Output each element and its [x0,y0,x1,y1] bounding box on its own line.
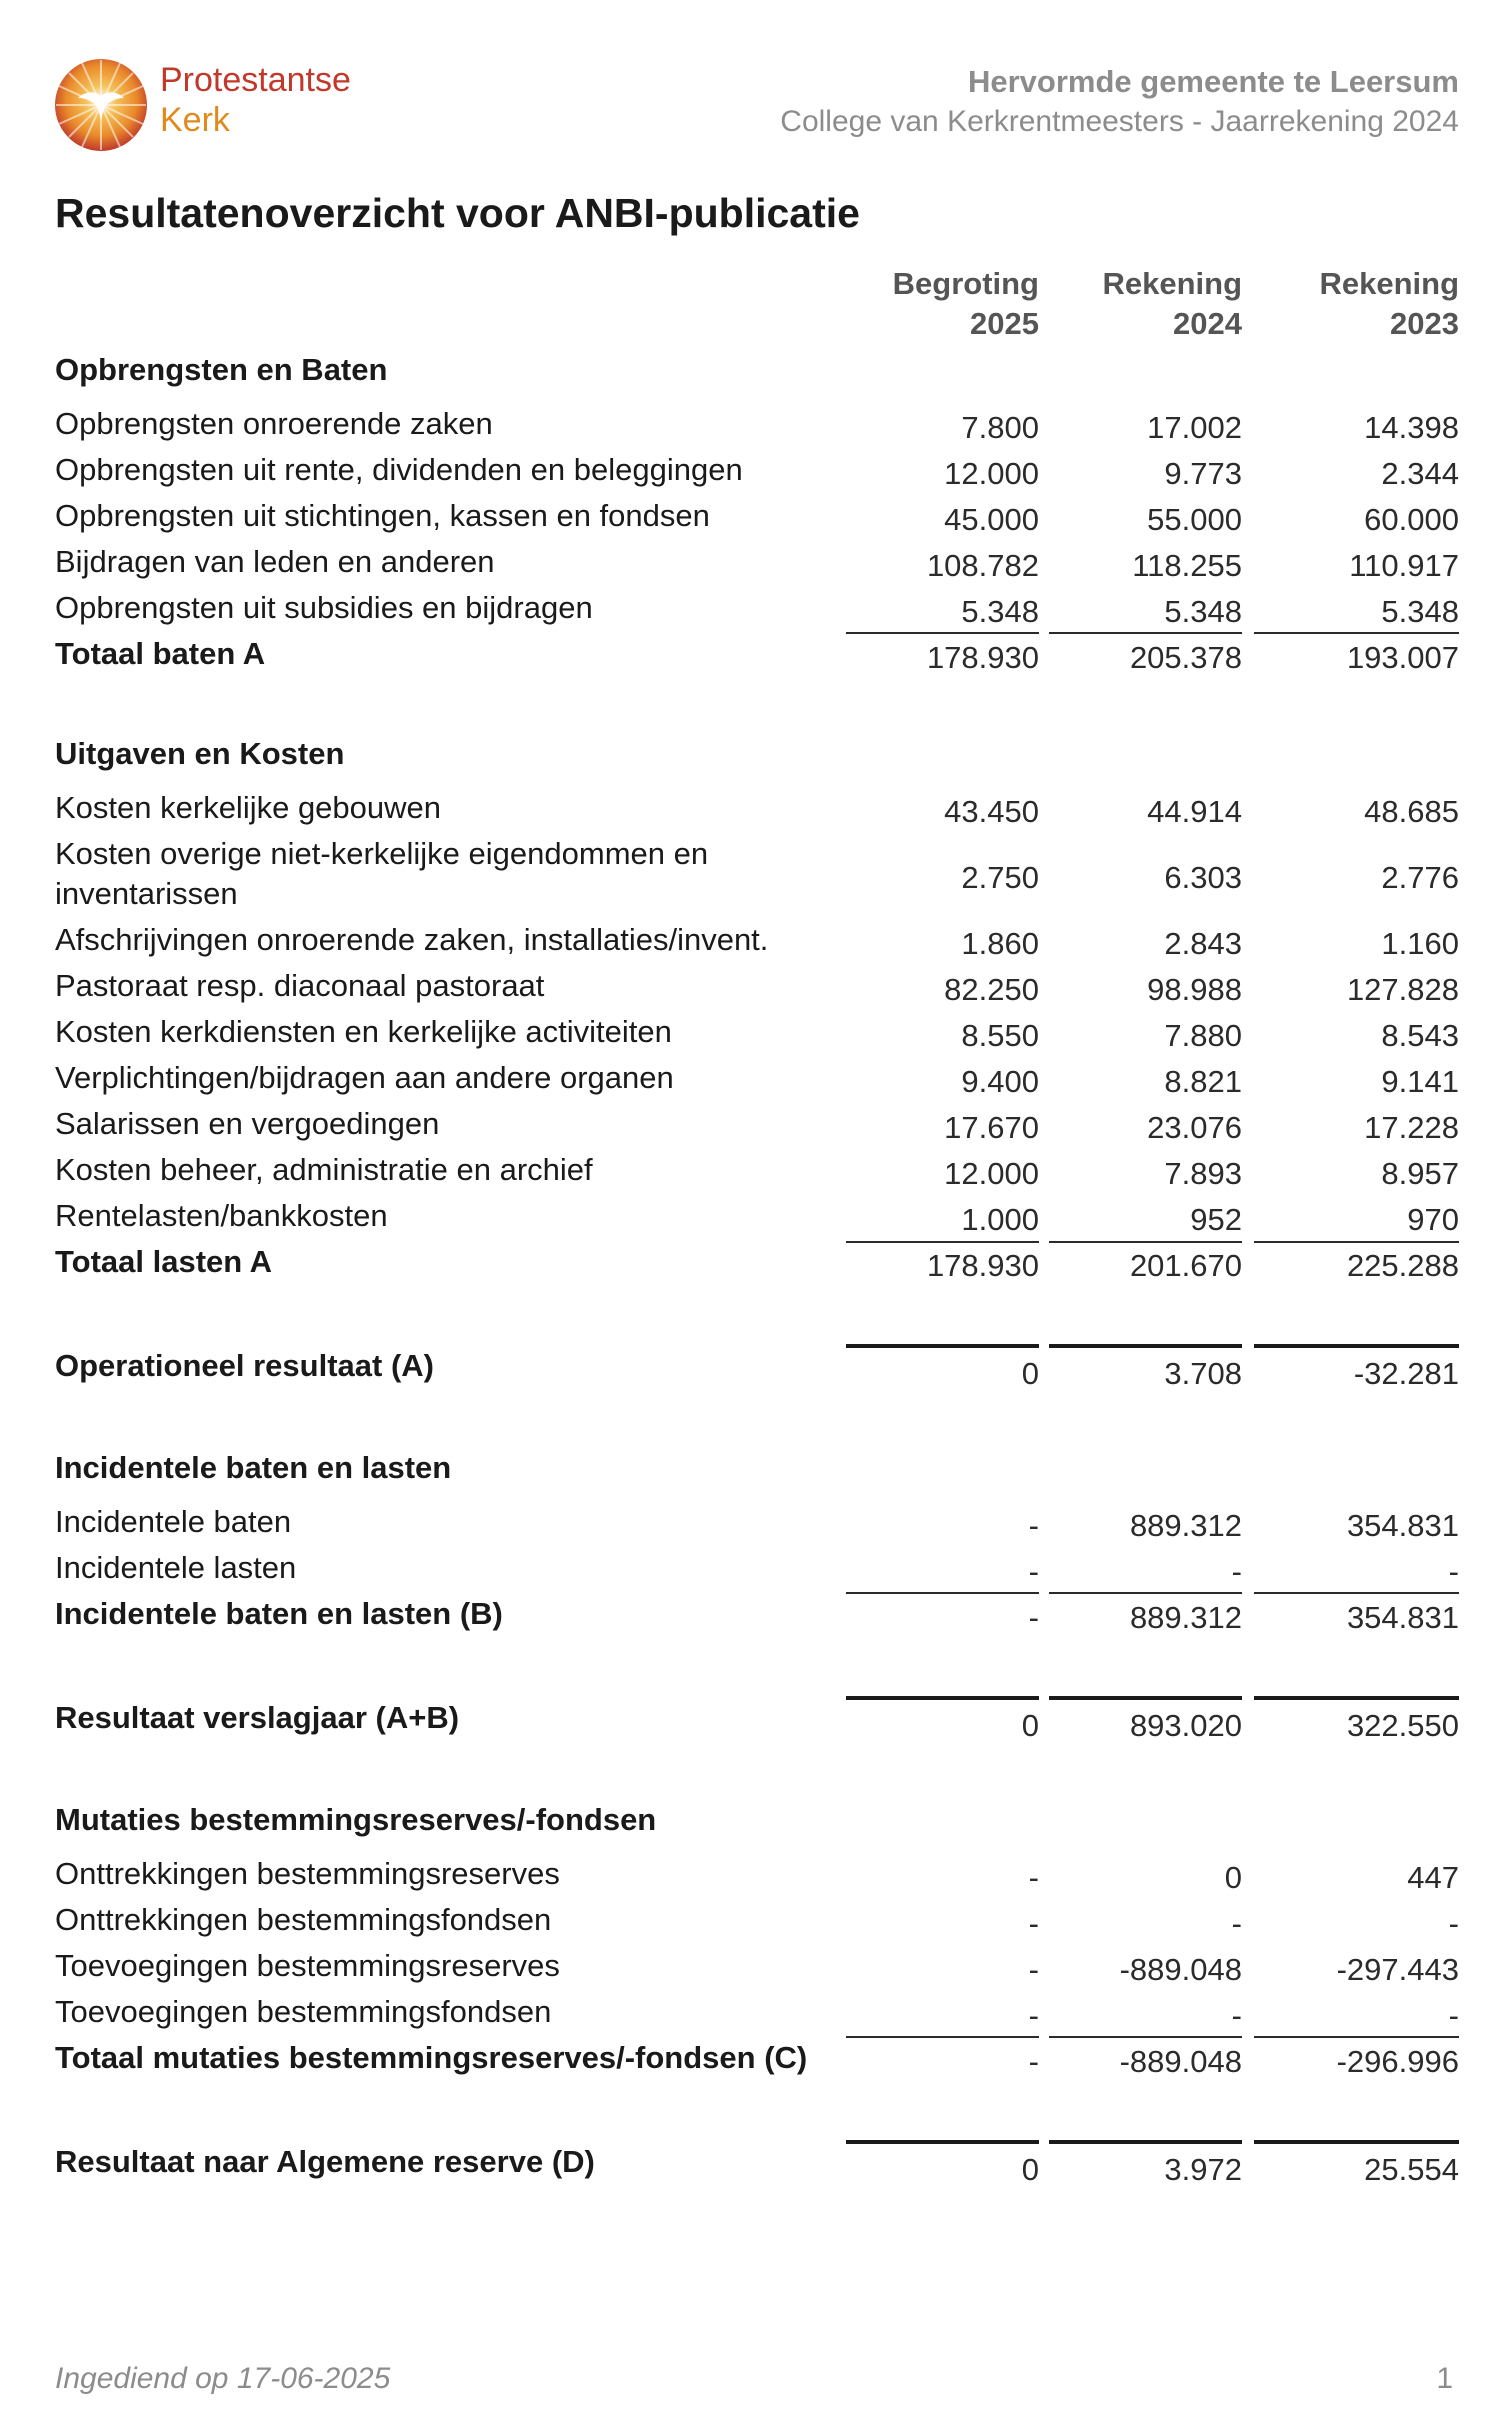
row-label: Opbrengsten uit rente, dividenden en beleggingen [55,452,743,487]
value-begroting-2025: - [1028,1952,1039,1987]
value-rekening-2024: -889.048 [1119,1952,1242,1987]
value-rekening-2024: 8.821 [1164,1064,1242,1099]
value-begroting-2025: 1.000 [961,1202,1039,1237]
value-rekening-2024: 7.893 [1164,1156,1242,1191]
value-rekening-2023: 8.543 [1381,1018,1459,1053]
document-subtitle: College van Kerkrentmeesters - Jaarrekening 2024 [780,105,1459,138]
value-rekening-2023: 2.776 [1381,860,1459,895]
value-rekening-2023: 193.007 [1346,640,1459,675]
value-rekening-2023: - [1448,1554,1459,1589]
value-rekening-2023: -296.996 [1336,2044,1459,2079]
value-rekening-2023: 8.957 [1381,1156,1459,1191]
value-begroting-2025: - [1028,1998,1039,2033]
row-label: Resultaat naar Algemene reserve (D) [55,2144,595,2179]
column-header-begroting-2025 [893,264,1039,344]
value-rekening-2024: 55.000 [1147,502,1242,537]
subtotal-rule [846,2036,1039,2038]
value-begroting-2025: - [1028,1860,1039,1895]
column-header-line: Begroting [892,266,1039,301]
value-begroting-2025: 43.450 [944,794,1039,829]
value-rekening-2023: 225.288 [1346,1248,1459,1283]
value-rekening-2024: 5.348 [1164,594,1242,629]
value-rekening-2024: 17.002 [1147,410,1242,445]
subtotal-rule [1049,1592,1242,1594]
row-label: Onttrekkingen bestemmingsfondsen [55,1902,552,1937]
value-rekening-2024: - [1231,1906,1242,1941]
value-rekening-2023: 14.398 [1364,410,1459,445]
value-rekening-2024: -889.048 [1119,2044,1242,2079]
value-rekening-2024: 98.988 [1147,972,1242,1007]
row-label: Totaal baten A [55,636,266,671]
result-rule [846,2140,1039,2144]
logo-line-2: Kerk [160,101,230,139]
subtotal-rule [1254,632,1459,634]
section-label: Uitgaven en Kosten [55,736,345,771]
value-rekening-2024: 6.303 [1164,860,1242,895]
logo-emblem-icon [54,58,148,152]
value-rekening-2023: -297.443 [1336,1952,1459,1987]
column-header-line: Rekening [1319,266,1459,301]
value-rekening-2024: 952 [1190,1202,1242,1237]
value-rekening-2023: 1.160 [1381,926,1459,961]
organization-name: Hervormde gemeente te Leersum [967,64,1459,99]
row-label: Opbrengsten uit subsidies en bijdragen [55,590,593,625]
value-rekening-2024: 3.708 [1164,1356,1242,1391]
row-label: Verplichtingen/bijdragen aan andere organen [55,1060,674,1095]
value-rekening-2024: - [1231,1998,1242,2033]
row-label: Afschrijvingen onroerende zaken, installaties/invent. [55,922,769,957]
section-label: Mutaties bestemmingsreserves/-fondsen [55,1802,657,1837]
subtotal-rule [1254,2036,1459,2038]
value-begroting-2025: - [1028,2044,1039,2079]
row-label: Operationeel resultaat (A) [55,1348,434,1383]
value-rekening-2024: 893.020 [1129,1708,1242,1743]
value-begroting-2025: - [1028,1600,1039,1635]
subtotal-rule [1049,1241,1242,1243]
column-header-rekening-2023 [1319,264,1459,344]
row-label: Totaal mutaties bestemmingsreserves/-fondsen (C) [55,2040,808,2075]
value-rekening-2023: 110.917 [1349,548,1459,583]
value-begroting-2025: 0 [1021,1356,1039,1391]
value-begroting-2025: 1.860 [961,926,1039,961]
row-label: Toevoegingen bestemmingsfondsen [55,1994,552,2029]
row-label: Totaal lasten A [55,1244,273,1279]
row-label: Kosten kerkelijke gebouwen [55,790,442,825]
value-rekening-2024: 44.914 [1147,794,1242,829]
value-rekening-2024: 9.773 [1164,456,1242,491]
value-begroting-2025: 12.000 [944,456,1039,491]
protestantse-kerk-logo [54,58,364,152]
value-rekening-2023: 354.831 [1346,1600,1459,1635]
value-begroting-2025: 5.348 [961,594,1039,629]
section-label: Opbrengsten en Baten [55,352,388,387]
value-rekening-2024: 3.972 [1164,2152,1242,2187]
subtotal-rule [1254,1592,1459,1594]
row-label: Toevoegingen bestemmingsreserves [55,1948,560,1983]
row-label: Resultaat verslagjaar (A+B) [55,1700,460,1735]
value-begroting-2025: 0 [1021,1708,1039,1743]
submission-date: Ingediend op 17-06-2025 [55,2362,391,2395]
value-rekening-2024: 205.378 [1129,640,1242,675]
column-header-line: Rekening [1102,266,1242,301]
value-begroting-2025: 2.750 [961,860,1039,895]
result-rule [1049,2140,1242,2144]
value-rekening-2023: 447 [1407,1860,1459,1895]
subtotal-rule [846,1241,1039,1243]
logo-wordmark [160,60,351,140]
value-rekening-2023: 17.228 [1364,1110,1459,1145]
row-label: Incidentele baten en lasten (B) [55,1596,503,1631]
value-begroting-2025: - [1028,1554,1039,1589]
value-begroting-2025: 108.782 [926,548,1039,583]
column-header-rekening-2024 [1102,264,1242,344]
row-label: Kosten overige niet-kerkelijke eigendommen en inventarissen [55,836,709,911]
row-label: Pastoraat resp. diaconaal pastoraat [55,968,545,1003]
value-begroting-2025: 82.250 [944,972,1039,1007]
logo-line-1: Protestantse [160,61,351,99]
row-label: Incidentele baten [55,1504,292,1539]
value-begroting-2025: 178.930 [926,640,1039,675]
page-title: Resultatenoverzicht voor ANBI-publicatie [55,190,860,236]
value-begroting-2025: 9.400 [961,1064,1039,1099]
value-begroting-2025: 45.000 [944,502,1039,537]
value-begroting-2025: - [1028,1508,1039,1543]
subtotal-rule [846,632,1039,634]
value-begroting-2025: 17.670 [944,1110,1039,1145]
value-rekening-2024: 118.255 [1132,548,1242,583]
result-rule [1254,2140,1459,2144]
value-rekening-2023: 5.348 [1381,594,1459,629]
row-label: Rentelasten/bankkosten [55,1198,388,1233]
result-rule [846,1344,1039,1348]
subtotal-rule [1254,1241,1459,1243]
value-rekening-2023: 25.554 [1364,2152,1459,2187]
row-label: Opbrengsten uit stichtingen, kassen en fondsen [55,498,710,533]
subtotal-rule [1049,632,1242,634]
row-label: Salarissen en vergoedingen [55,1106,440,1141]
value-rekening-2024: 889.312 [1129,1600,1242,1635]
subtotal-rule [1049,2036,1242,2038]
value-rekening-2023: 2.344 [1381,456,1459,491]
column-header-year: 2024 [1173,306,1242,341]
value-rekening-2023: 322.550 [1346,1708,1459,1743]
value-rekening-2024: 2.843 [1164,926,1242,961]
value-rekening-2023: 60.000 [1364,502,1459,537]
row-label: Kosten kerkdiensten en kerkelijke activiteiten [55,1014,672,1049]
row-label: Kosten beheer, administratie en archief [55,1152,593,1187]
value-rekening-2024: 201.670 [1129,1248,1242,1283]
value-begroting-2025: 7.800 [961,410,1039,445]
value-rekening-2024: - [1231,1554,1242,1589]
value-rekening-2024: 23.076 [1147,1110,1242,1145]
result-rule [1254,1344,1459,1348]
value-rekening-2023: - [1448,1998,1459,2033]
value-rekening-2023: - [1448,1906,1459,1941]
result-rule [1049,1344,1242,1348]
value-rekening-2023: -32.281 [1353,1356,1459,1391]
value-rekening-2023: 354.831 [1346,1508,1459,1543]
row-label: Incidentele lasten [55,1550,297,1585]
result-rule [846,1696,1039,1700]
row-label: Onttrekkingen bestemmingsreserves [55,1856,560,1891]
value-begroting-2025: 178.930 [926,1248,1039,1283]
value-rekening-2024: 7.880 [1164,1018,1242,1053]
value-rekening-2023: 127.828 [1346,972,1459,1007]
value-rekening-2023: 48.685 [1364,794,1459,829]
value-rekening-2023: 970 [1407,1202,1459,1237]
column-header-year: 2025 [970,306,1039,341]
value-rekening-2024: 889.312 [1129,1508,1242,1543]
value-begroting-2025: - [1028,1906,1039,1941]
result-rule [1254,1696,1459,1700]
value-begroting-2025: 12.000 [944,1156,1039,1191]
page-number: 1 [1436,2362,1453,2395]
column-header-year: 2023 [1390,306,1459,341]
value-begroting-2025: 8.550 [961,1018,1039,1053]
value-rekening-2023: 9.141 [1381,1064,1459,1099]
row-label: Opbrengsten onroerende zaken [55,406,493,441]
document-header [780,62,1459,142]
section-label: Incidentele baten en lasten [55,1450,452,1485]
value-rekening-2024: 0 [1224,1860,1242,1895]
subtotal-rule [846,1592,1039,1594]
result-rule [1049,1696,1242,1700]
value-begroting-2025: 0 [1021,2152,1039,2187]
row-label: Bijdragen van leden en anderen [55,544,495,579]
